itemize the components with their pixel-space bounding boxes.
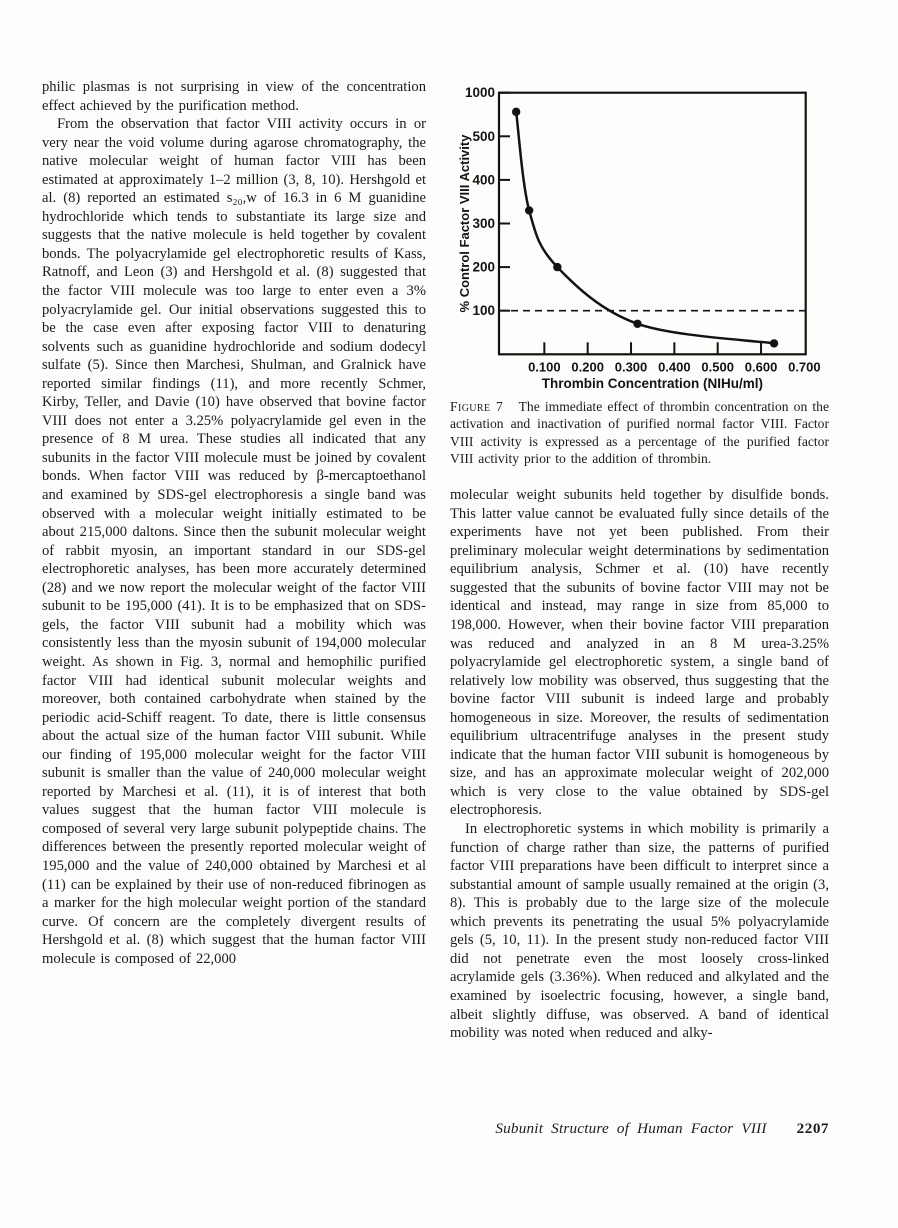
data-point [512, 108, 520, 116]
x-tick-label: 0.100 [528, 359, 561, 375]
x-tick-label: 0.500 [701, 359, 734, 375]
y-tick-label: 400 [472, 172, 495, 188]
activity-curve [516, 112, 774, 344]
right-column [450, 78, 829, 1043]
data-point [525, 206, 533, 214]
figure-caption-label: Figure 7 [450, 399, 504, 414]
figure7 [450, 78, 829, 467]
figure7-chart [450, 78, 829, 392]
paragraph: molecular weight subunits held together by disulfide bonds. This latter value cannot be evaluated fully since details of the experiments have not yet been published. From their preliminary molecular weight determinations by sedimentation equilibrium analysis, Schmer et al. (10) have recently suggested that the subunits of bovine factor VIII may not be identical and instead, may range in size from 85,000 to 198,000. However, when their bovine factor VIII preparation was reduced and analyzed in an 8 M urea-3.25% polyacrylamide gel electrophoretic system, a single band of relatively low mobility was observed, thus suggesting that the bovine factor VIII subunit is indeed large and probably homogeneous in size. Moreover, the results of sedimentation equilibrium ultracentrifuge analyses in the present study indicate that the human factor VIII subunit is homogeneous by size, and has an approximate molecular weight of 202,000 which is very close to the value obtained by SDS-gel electrophoresis. [450, 487, 829, 819]
y-tick-label: 500 [472, 128, 495, 144]
x-tick-label: 0.400 [658, 359, 691, 375]
figure7-caption [450, 398, 829, 467]
x-tick-label: 0.600 [744, 359, 778, 375]
y-tick-label: 300 [472, 216, 495, 231]
left-column [42, 78, 426, 968]
x-tick-label: 0.300 [614, 359, 648, 375]
y-tick-label: 1000 [464, 85, 495, 101]
x-tick-label: 0.700 [788, 359, 821, 375]
paragraph: From the observation that factor VIII activity occurs in or very near the void volume during agarose chromatography, the native molecular weight of human factor VIII has been estimated at approximately 1–2 million (3, 8, 10). Hershgold et al. (8) reported an estimated s₂₀,w of 16.3 in 6 M guanidine hydrochloride which tends to substantiate its large size and suggests that the native molecule is held together by covalent bonds. The polyacrylamide gel electrophoretic results of Kass, Ratnoff, and Leon (3) and Hershgold et al. (8) suggested that the factor VIII molecule was too large to enter even a 3% polyacrylamide gel. Our initial observations suggested this to be the case even after exposing factor VIII to denaturing solvents such as guanidine hydrochloride and sodium dodecyl sulfate (5). Since then Marchesi, Shulman, and Gralnick have reported similar findings (11), and more recently Schmer, Kirby, Teller, and Davie (10) have observed that bovine factor VIII does not enter a 3.25% polyacrylamide gel even in the presence of 8 M urea. These studies all indicated that any subunits in the factor VIII molecule must be joined by covalent bonds. When factor VIII was reduced by β-mercaptoethanol and examined by SDS-gel electrophoresis a single band was observed with a molecular weight initially estimated to be about 215,000 daltons. Since then the subunit molecular weight of rabbit myosin, an important standard in our SDS-gel electrophoretic analyses, has been more accurately determined (28) and we now report the molecular weight of the factor VIII subunit to be 195,000 (41). It is to be emphasized that on SDS-gels, the factor VIII subunit had a mobility which was consistently less than the myosin subunit of 194,000 molecular weight. As shown in Fig. 3, normal and hemophilic purified factor VIII had identical subunit molecular weights and moreover, both contained carbohydrate when stained by the periodic acid-Schiff reagent. To date, there is little consensus about the actual size of the human factor VIII subunit. While our finding of 195,000 molecular weight for the factor VIII subunit is smaller than the value of 240,000 molecular weight reported by Marchesi et al. (11), it is of interest that both values suggest that the human factor VIII molecule is composed of several very large subunit polypeptide chains. The differences between the presently reported molecular weight of 195,000 and the value of 240,000 obtained by Marchesi et al (11) can be explained by their use of non-reduced fibrinogen as a marker for the high molecular weight portion of the standard curve. Of concern are the completely divergent results of Hershgold et al. (8) which suggest that the human factor VIII molecule is composed of 22,000 [42, 116, 426, 967]
data-point [553, 263, 561, 271]
y-tick-label: 100 [472, 303, 495, 319]
plot-frame [499, 93, 806, 355]
x-tick-label: 0.200 [571, 359, 604, 375]
page-footer [450, 1120, 829, 1138]
right-column-body [450, 486, 829, 1042]
page-number: 2207 [796, 1120, 829, 1137]
y-tick-label: 200 [472, 259, 495, 275]
x-axis-title: Thrombin Concentration (NIHu/ml) [541, 375, 763, 391]
data-point [633, 320, 641, 328]
data-point [770, 339, 778, 347]
figure-caption-text: The immediate effect of thrombin concentration on the activation and inactivation of purified normal factor VIII. Factor VIII activity is expressed as a percentage of the purified factor VIII activity prior to the addition of thrombin. [450, 399, 829, 466]
paragraph: In electrophoretic systems in which mobility is primarily a function of charge rather than size, the patterns of purified factor VIII preparations have been difficult to interpret since a substantial amount of sample usually remained at the origin (3, 8). This is probably due to the large size of the molecule which prevents its penetrating the usual 5% polyacrylamide gels (5, 10, 11). In the present study non-reduced factor VIII did not penetrate even the most loosely cross-linked acrylamide gels (3.36%). When reduced and alkylated and the examined by isoelectric focusing, however, a single band, albeit slightly diffuse, was observed. A band of identical mobility was noted when reduced and alky- [450, 821, 829, 1042]
running-title: Subunit Structure of Human Factor VIII [495, 1120, 767, 1137]
y-axis-title: % Control Factor VIII Activity [457, 134, 472, 313]
paragraph: philic plasmas is not surprising in view of the concentration effect achieved by the purification method. [42, 79, 426, 114]
